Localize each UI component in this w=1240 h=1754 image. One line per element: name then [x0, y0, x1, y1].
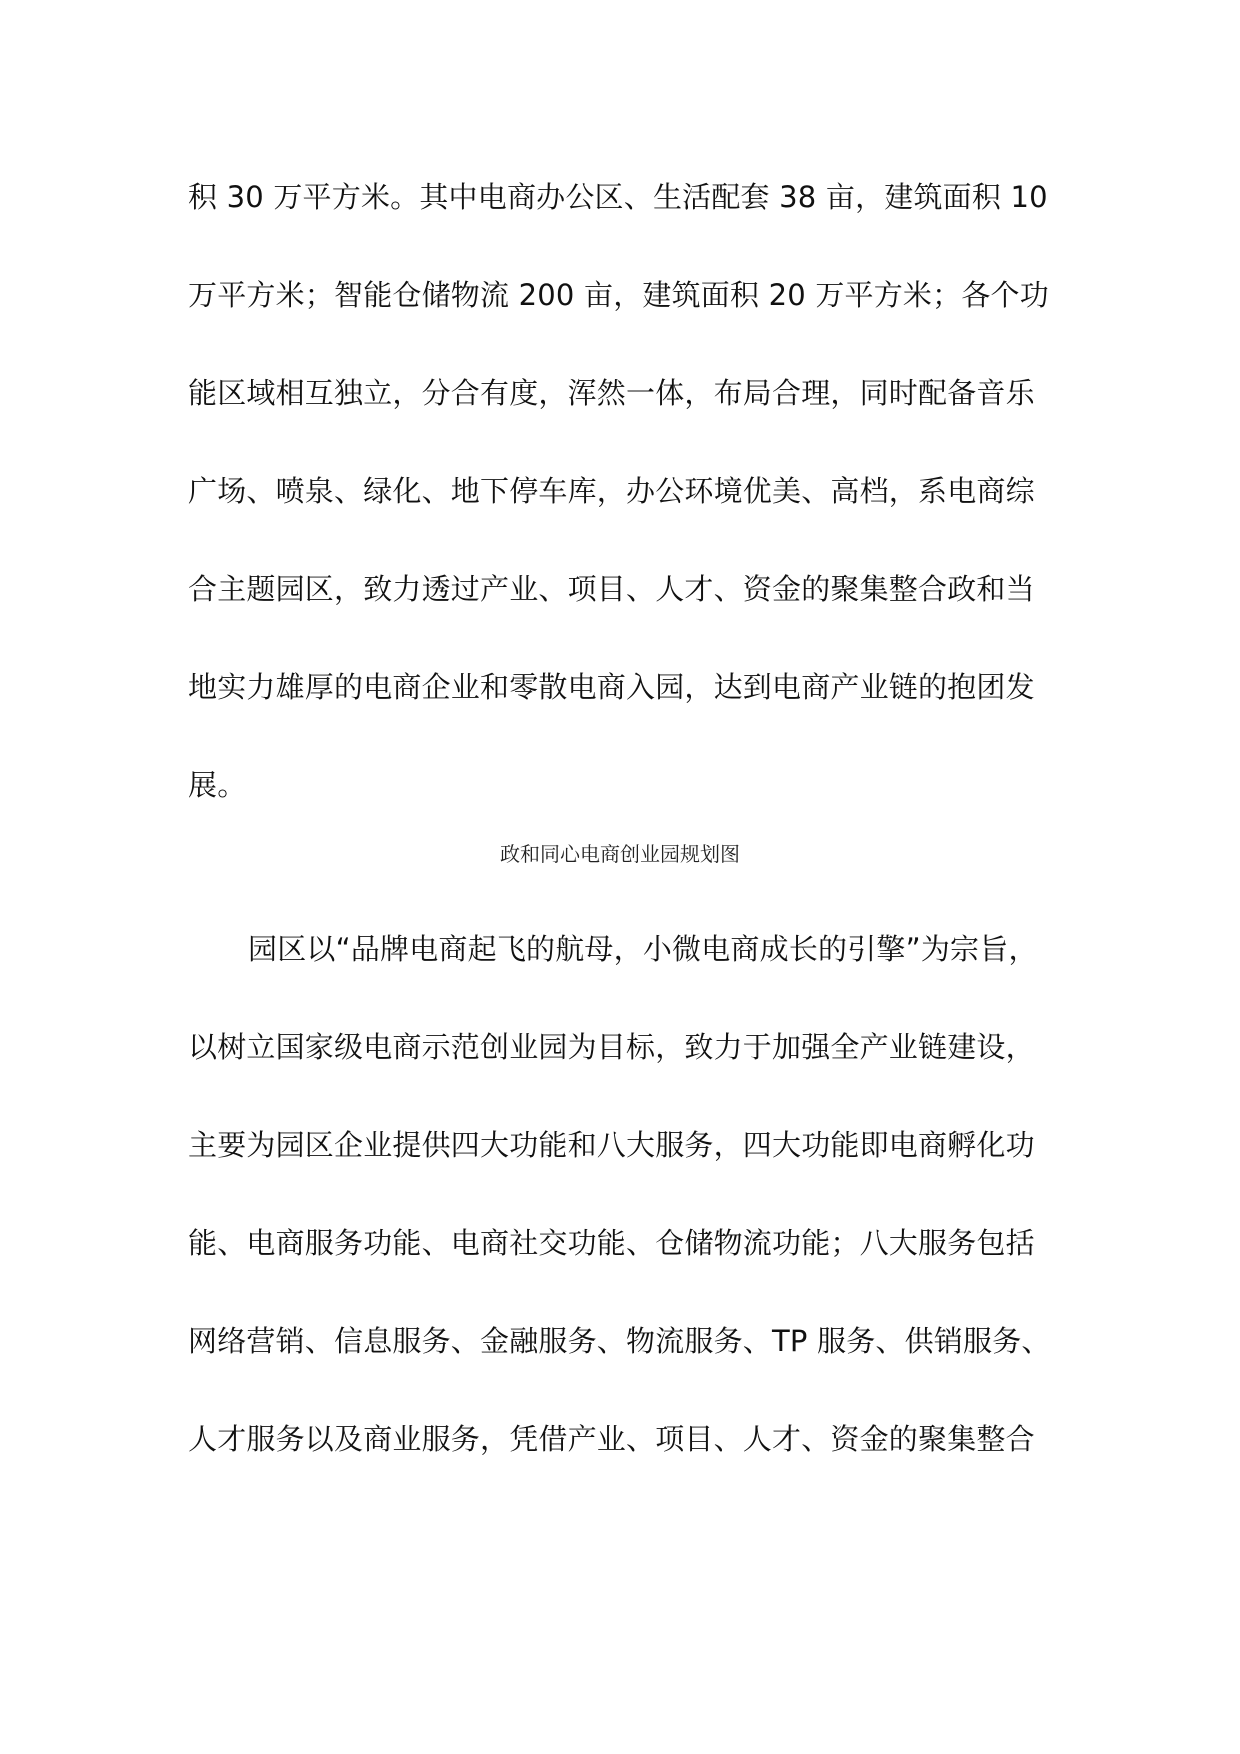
paragraph-park-mission: [188, 900, 1068, 1488]
paragraph-line: 广场、喷泉、绿化、地下停车库，办公环境优美、高档，系电商综: [188, 474, 1035, 508]
paragraph-line: 展。: [188, 768, 247, 802]
paragraph-line: 以树立国家级电商示范创业园为目标，致力于加强全产业链建设，: [188, 1030, 1035, 1064]
paragraph-line: 能区域相互独立，分合有度，浑然一体，布局合理，同时配备音乐: [188, 376, 1035, 410]
paragraph-line: 主要为园区企业提供四大功能和八大服务，四大功能即电商孵化功: [188, 1128, 1035, 1162]
paragraph-line: 网络营销、信息服务、金融服务、物流服务、TP 服务、供销服务、: [188, 1324, 1051, 1358]
paragraph-line: 地实力雄厚的电商企业和零散电商入园，达到电商产业链的抱团发: [188, 670, 1035, 704]
paragraph-line: 万平方米；智能仓储物流 200 亩，建筑面积 20 万平方米；各个功: [188, 278, 1049, 312]
paragraph-line: 能、电商服务功能、电商社交功能、仓储物流功能；八大服务包括: [188, 1226, 1035, 1260]
paragraph-park-layout: [188, 148, 1068, 834]
paragraph-line: 园区以“品牌电商起飞的航母，小微电商成长的引擎”为宗旨，: [248, 932, 1038, 966]
paragraph-line: 合主题园区，致力透过产业、项目、人才、资金的聚集整合政和当: [188, 572, 1035, 606]
figure-caption: 政和同心电商创业园规划图: [500, 842, 740, 866]
paragraph-line: 积 30 万平方米。其中电商办公区、生活配套 38 亩，建筑面积 10: [188, 180, 1048, 214]
paragraph-line: 人才服务以及商业服务，凭借产业、项目、人才、资金的聚集整合: [188, 1422, 1035, 1456]
